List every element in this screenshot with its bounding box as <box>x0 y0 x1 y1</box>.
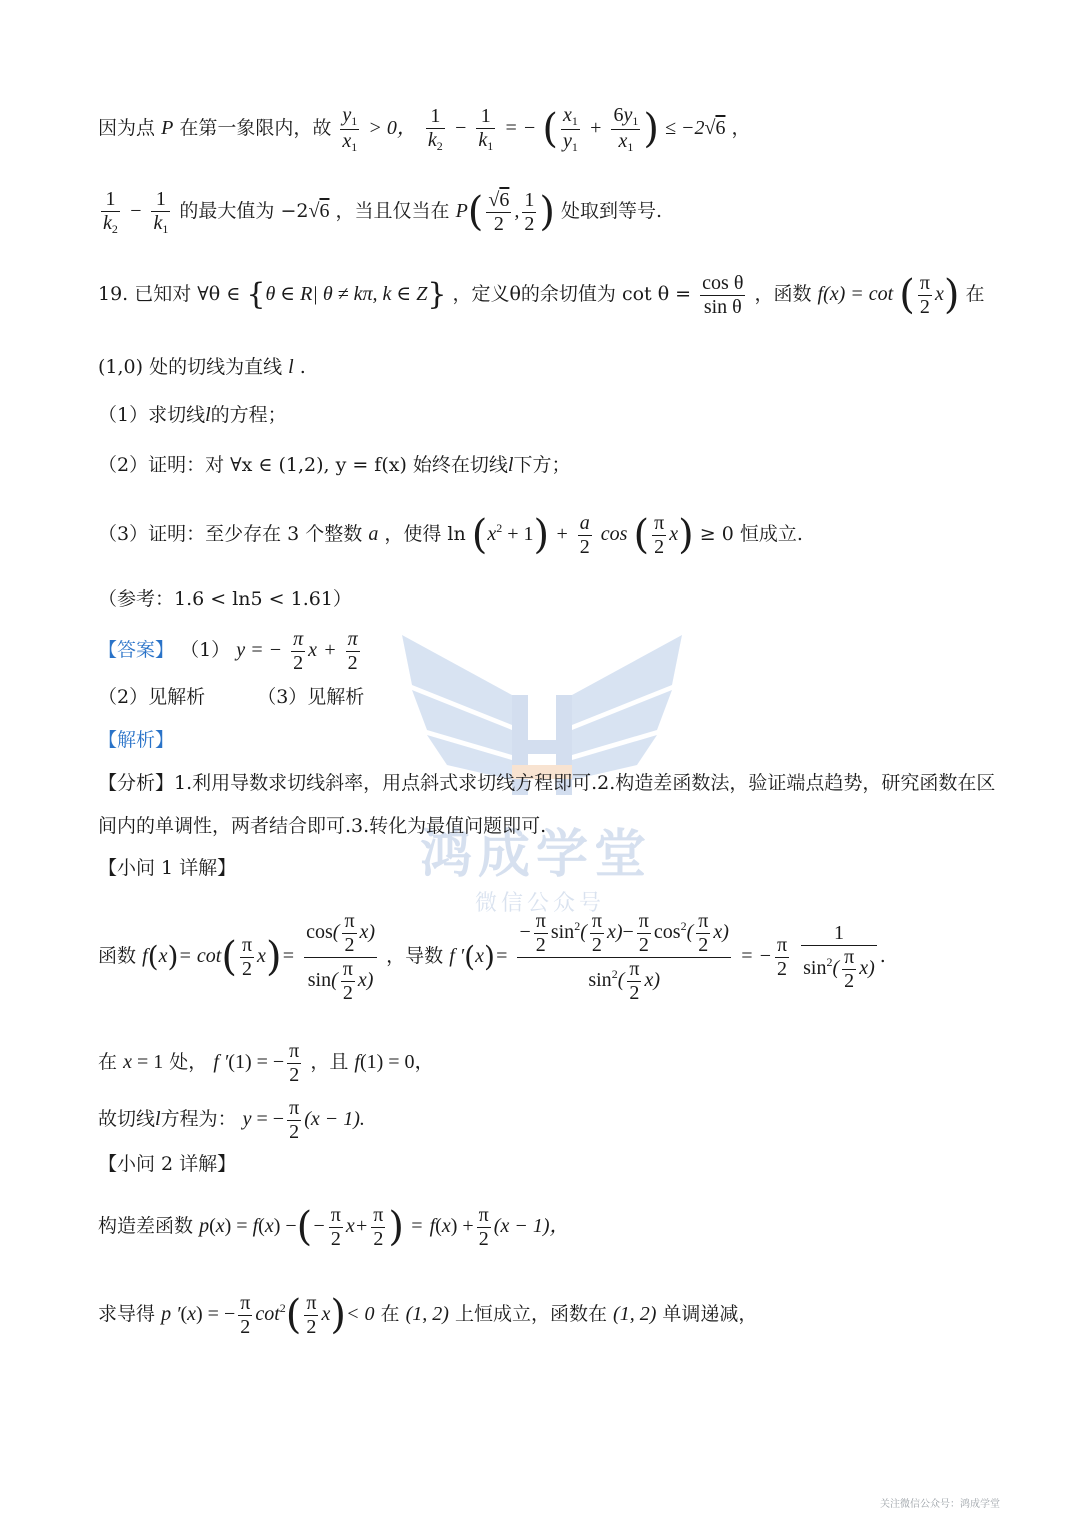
text: 在 <box>98 1051 118 1074</box>
part-2 <box>98 455 571 475</box>
value-at-1: 在 x = 1 处， f ′(1) = − $\frac{\pi}{2}$ ，且 f(1) = 0， <box>98 1040 435 1086</box>
text: 上恒成立，函数在 <box>454 1303 607 1326</box>
text: 函数 <box>98 945 137 968</box>
text: (1,0) 处的切线为直线 <box>98 356 283 378</box>
analysis-tag: 【解析】 <box>98 729 175 751</box>
text: 下方； <box>513 454 571 476</box>
text: ≥ 0 恒成立. <box>699 523 803 546</box>
var-l: l <box>205 404 211 426</box>
text: （2）证明：对 ∀x ∈ (1,2), y = f(x) 始终在切线 <box>98 454 508 476</box>
text: 处取到等号. <box>561 200 663 222</box>
derivative-p: 求导得 p ′(x) = − $\frac{\pi}{2}$ $\cot^2$( $\frac{\pi}{2}$ x)< 0 在 (1, 2) 上恒成立，函数在 (1, 2) 单调递减， <box>98 1292 758 1339</box>
text: ，且 <box>310 1051 349 1074</box>
watermark-title: 鸿成学堂 <box>420 824 653 885</box>
text: 因为点 <box>98 116 156 139</box>
text: 处， <box>169 1051 208 1074</box>
text: 的方程； <box>210 404 287 426</box>
watermark-subtitle: 微信公众号 <box>475 891 606 916</box>
answer-tag: 【答案】 <box>98 639 175 662</box>
solution-line-2: $\frac{1}{k_2}$ − $\frac{1}{k_1}$ 的最大值为 −2√6 ，当且仅当在 P( $\frac{√6}{2}$ , $\frac{1}{2}$ ) 处取到等号. <box>103 188 663 236</box>
sub-question-1-tag: 【小问 1 详解】 <box>98 857 237 879</box>
text: 单调递减， <box>662 1303 758 1326</box>
text: ≤ −2 <box>664 116 705 139</box>
text: ， <box>731 116 751 139</box>
text: ，函数 <box>754 283 812 306</box>
difference-function: 构造差函数 p(x) = f(x) −(− $\frac{\pi}{2}$ x+ $\frac{\pi}{2}$ ) = f(x) + $\frac{\pi}{2}$ (x − 1)， <box>98 1204 570 1251</box>
part-1 <box>98 405 287 425</box>
text: 方程为： <box>160 1108 237 1131</box>
text: 的最大值为 −2 <box>179 200 309 222</box>
question-19: 19. 已知对 ∀θ ∈ {θ ∈ R| θ ≠ kπ, k ∈ Z} ，定义θ的余切值为 cot θ = $\frac{\text{cos θ}}{\text{sin θ}}$ ，函数 f(x) = cot ( $\frac{\pi}{2}$ x) 在 <box>98 272 985 319</box>
analysis-text-1 <box>98 774 995 793</box>
text: ，导数 <box>386 945 444 968</box>
answer-2-3 <box>98 688 364 707</box>
var-l: l <box>507 454 514 476</box>
text: （1）求切线 <box>98 404 206 426</box>
part-3: （3）证明：至少存在 3 个整数 a ，使得 $\ln (x^2 + 1)$ + $\frac{a}{2}$ cos ( $\frac{\pi}{2}$ x) ≥ 0 恒成立. <box>98 512 803 559</box>
analysis-text-2: 间内的单调性，两者结合即可.3.转化为最值问题即可. <box>98 815 547 837</box>
solution-line-1: 因为点 P 在第一象限内，故 $\frac{y_1}{x_1}$ > 0， $\frac{1}{k_2}$ − $\frac{1}{k_1}$ = − ( $\frac{x_1}{y_1}$ + $\frac{6y_1}{x_1}$ ) ≤ −2√6 ， <box>98 104 751 154</box>
var-a: a <box>368 523 379 546</box>
text: ，使得 ln <box>384 523 466 546</box>
function-def: f(x) = cot <box>817 283 894 306</box>
text: 故切线 <box>98 1108 156 1131</box>
text: 在 <box>380 1303 400 1326</box>
text: 在第一象限内，故 <box>179 116 332 139</box>
text: 【分析】 <box>98 772 175 794</box>
text: . <box>299 356 306 378</box>
answer-1: 【答案】 （1） y = − $\frac{\pi}{2}$ x + $\frac{\pi}{2}$ <box>98 628 358 674</box>
text: 构造差函数 <box>98 1215 194 1238</box>
set-expression: θ ∈ R| θ ≠ kπ, k ∈ Z <box>265 283 428 306</box>
text: （1） <box>180 639 231 662</box>
text: 已知对 ∀θ ∈ <box>134 283 241 306</box>
question-19-line-2 <box>98 357 306 377</box>
footer-note: 关注微信公众号：鸿成学堂 <box>880 1499 1000 1510</box>
tangent-equation: 故切线l方程为： y = − $\frac{\pi}{2}$ (x − 1). <box>98 1097 365 1143</box>
var-l: l <box>288 356 294 378</box>
text: ，当且仅当在 <box>335 200 450 222</box>
text: y = − <box>236 639 283 662</box>
question-number: 19. <box>98 283 129 306</box>
text: （2）见解析 <box>98 686 206 708</box>
derivative-line: 函数 f(x)= cot( $\frac{\pi}{2}$ x)= cos( $\frac{\pi}{2}$ x) sin( $\frac{\pi}{2}$ x) ，导数 f ′(x)= − $\frac{\pi}{2}$ $\sin^2$( $\frac{\pi}{2}$ x)− $\frac{\pi}{2}$ $\cos^2$( $\frac{\pi}{2}$ x) $\sin^2$( $\frac{\pi}{2}$ x) = − $\frac{\pi}{2}$ 1 $\sin^2$( $\frac{\pi}{2}$ x) . <box>98 910 886 1004</box>
sub-question-2-tag: 【小问 2 详解】 <box>98 1153 237 1175</box>
text: （3）见解析 <box>257 686 365 708</box>
var-l: l <box>155 1108 161 1131</box>
text: 求导得 <box>98 1303 156 1326</box>
text: 1.利用导数求切线斜率，用点斜式求切线方程即可.2.构造差函数法，验证端点趋势，研究函数在区 <box>174 772 996 794</box>
text: 在 <box>965 283 985 306</box>
text: cos <box>600 523 628 546</box>
text: （3）证明：至少存在 3 个整数 <box>98 523 363 546</box>
text: ，定义θ的余切值为 cot θ = <box>452 283 692 306</box>
text: = − <box>504 116 537 139</box>
reference: （参考：1.6 < ln5 < 1.61） <box>98 588 352 610</box>
text: > 0， <box>368 116 417 139</box>
